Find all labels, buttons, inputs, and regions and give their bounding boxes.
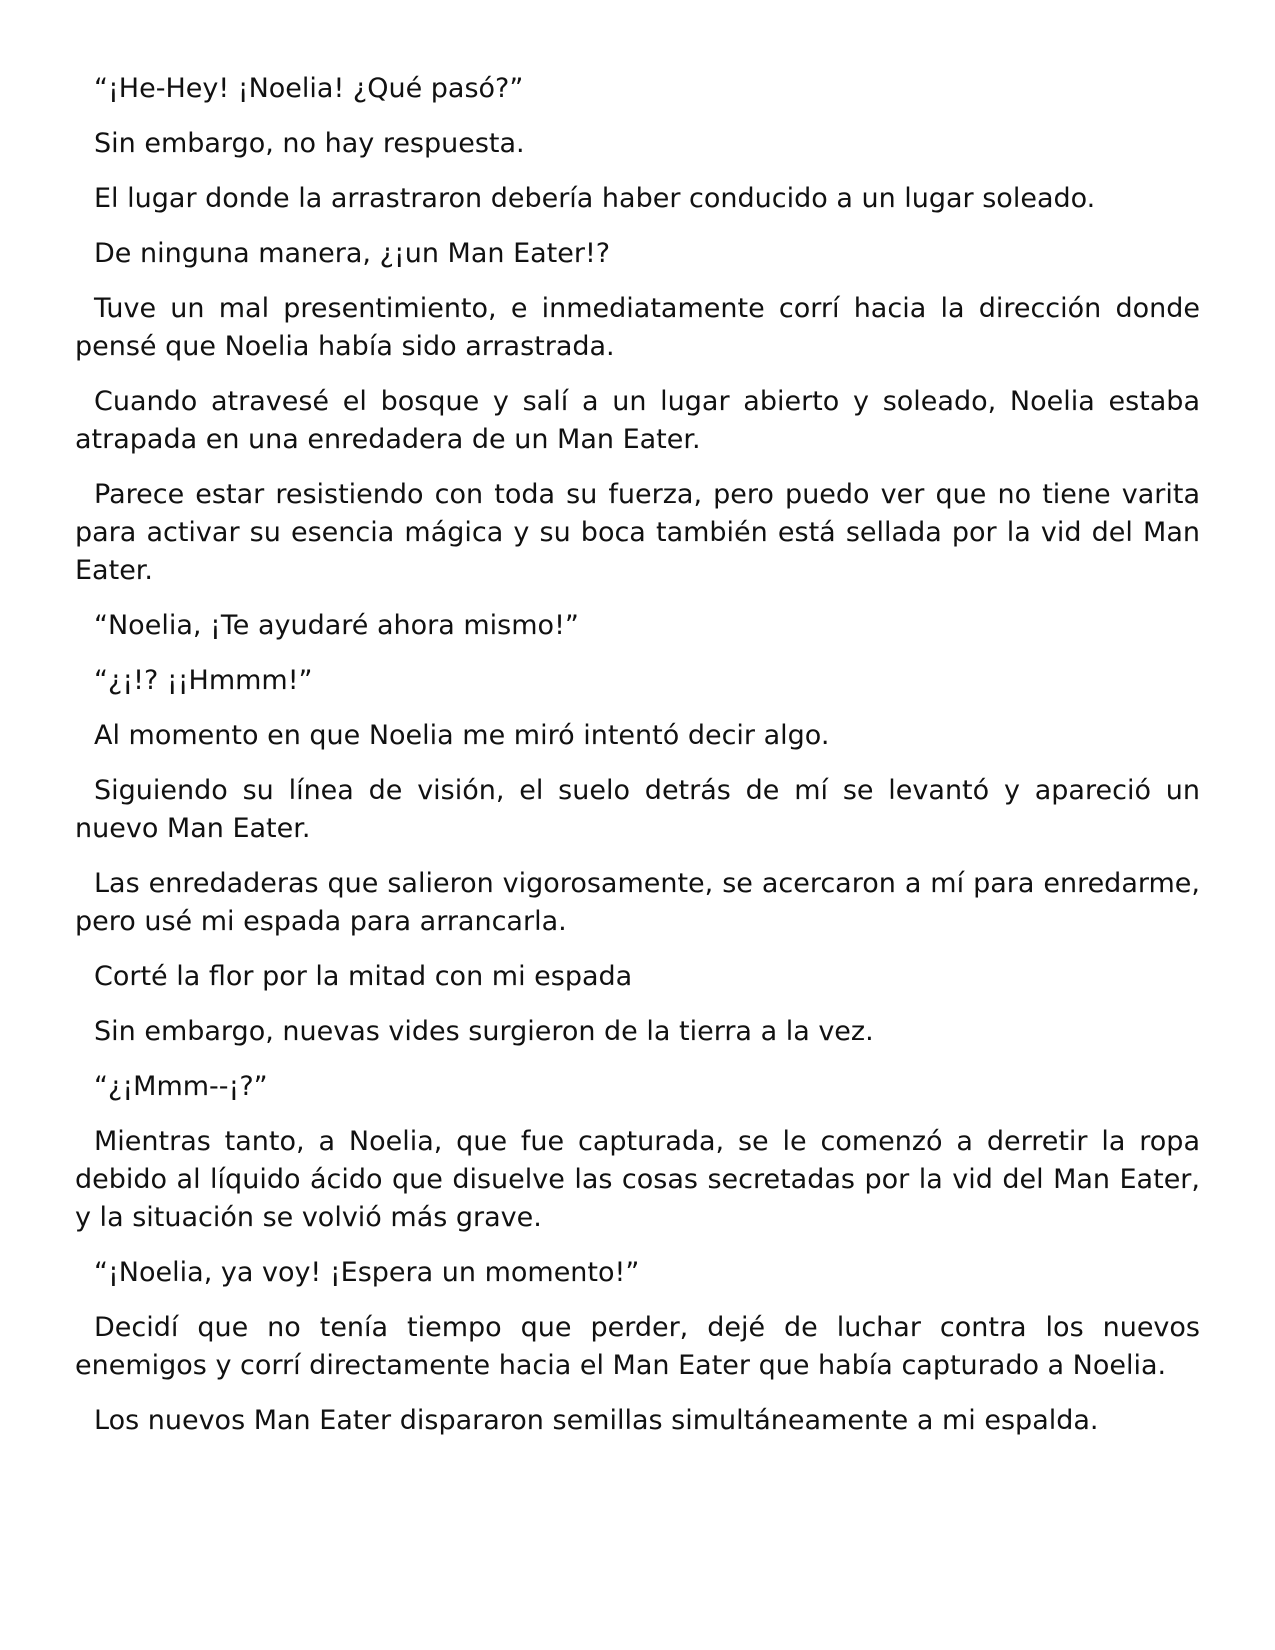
paragraph: Corté la flor por la mitad con mi espada bbox=[94, 961, 633, 992]
paragraph: Siguiendo su línea de visión, el suelo detrás de mí se levantó y apareció un nuevo Man Eater. bbox=[75, 775, 1200, 844]
paragraph: Decidí que no tenía tiempo que perder, dejé de luchar contra los nuevos enemigos y corrí directamente hacia el Man Eater que había capturado a Noelia. bbox=[75, 1312, 1200, 1381]
paragraph: Sin embargo, nuevas vides surgieron de la tierra a la vez. bbox=[94, 1016, 874, 1047]
paragraph: El lugar donde la arrastraron debería haber conducido a un lugar soleado. bbox=[94, 183, 1096, 214]
paragraph: “¿¡Mmm--¡?” bbox=[94, 1071, 268, 1102]
document-page bbox=[75, 70, 1200, 1457]
paragraph: Parece estar resistiendo con toda su fuerza, pero puedo ver que no tiene varita para activar su esencia mágica y su boca también está sellada por la vid del Man Eater. bbox=[75, 479, 1200, 586]
paragraph: “Noelia, ¡Te ayudaré ahora mismo!” bbox=[94, 610, 579, 641]
paragraph: Los nuevos Man Eater dispararon semillas simultáneamente a mi espalda. bbox=[94, 1405, 1099, 1436]
paragraph: “¡He-Hey! ¡Noelia! ¿Qué pasó?” bbox=[94, 73, 524, 104]
paragraph: “¡Noelia, ya voy! ¡Espera un momento!” bbox=[94, 1257, 640, 1288]
paragraph: Cuando atravesé el bosque y salí a un lugar abierto y soleado, Noelia estaba atrapada en una enredadera de un Man Eater. bbox=[75, 386, 1200, 455]
paragraph: Mientras tanto, a Noelia, que fue capturada, se le comenzó a derretir la ropa debido al líquido ácido que disuelve las cosas secretadas por la vid del Man Eater, y la situación se volvió más grave. bbox=[75, 1126, 1200, 1233]
paragraph: Las enredaderas que salieron vigorosamente, se acercaron a mí para enredarme, pero usé mi espada para arrancarla. bbox=[75, 868, 1200, 937]
paragraph: Al momento en que Noelia me miró intentó decir algo. bbox=[94, 720, 830, 751]
paragraph: De ninguna manera, ¿¡un Man Eater!? bbox=[94, 238, 611, 269]
paragraph: Sin embargo, no hay respuesta. bbox=[94, 128, 525, 159]
paragraph: Tuve un mal presentimiento, e inmediatamente corrí hacia la dirección donde pensé que Noelia había sido arrastrada. bbox=[75, 293, 1200, 362]
paragraph: “¿¡!? ¡¡Hmmm!” bbox=[94, 665, 313, 696]
